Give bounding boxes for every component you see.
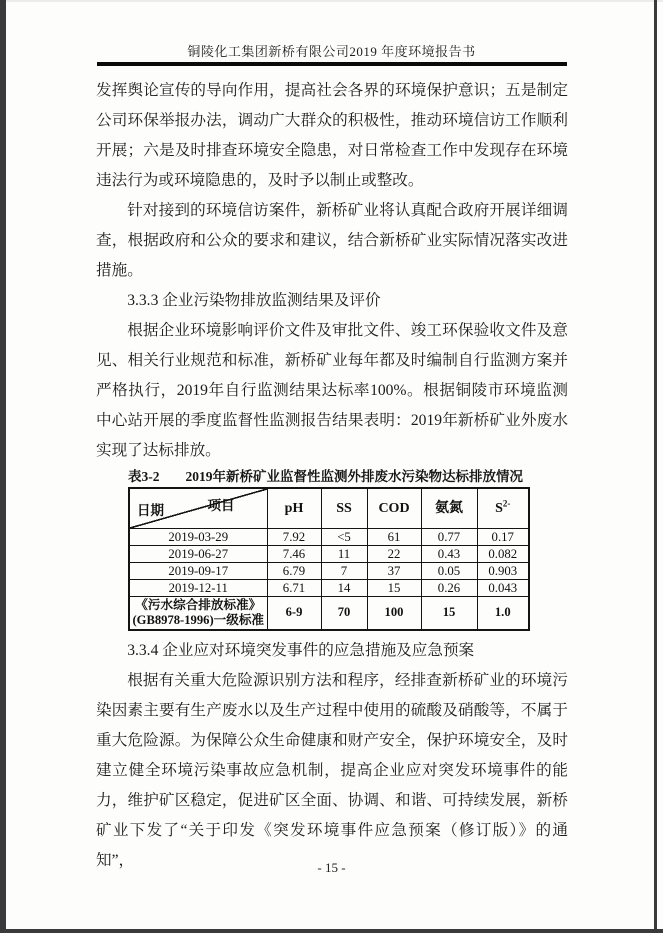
- value-cell: 15: [367, 579, 421, 596]
- value-cell: 0.26: [421, 579, 477, 596]
- table-row: [129, 545, 529, 562]
- value-cell: 22: [367, 545, 421, 562]
- value-cell: 0.082: [477, 545, 529, 562]
- paragraph-monitoring: 根据企业环境影响评价文件及审批文件、竣工环保验收文件及意见、相关行业规范和标准，新桥矿业每年都及时编制自行监测方案并严格执行，2019年自行监测结果达标率100%。根据铜陵市环境监测中心站开展的季度监督性监测报告结果表明：2019年新桥矿业外废水实现了达标排放。: [96, 322, 568, 459]
- corner-label-item: 项目: [207, 498, 235, 513]
- page-number: - 15 -: [317, 860, 346, 875]
- paragraph-continued: 发挥舆论宣传的导向作用，提高社会各界的环境保护意识；五是制定公司环保举报办法，调动广大群众的积极性，推动环境信访工作顺利开展；六是及时排查环境安全隐患，对日常检查工作中发现存在环境违法行为或环境隐患的，及时予以制止或整改。: [96, 82, 568, 189]
- value-cell: 0.43: [421, 545, 477, 562]
- standard-limit-row: [129, 596, 529, 630]
- value-cell: 100: [367, 596, 421, 630]
- value-cell: 7: [321, 562, 367, 579]
- date-cell: 2019-03-29: [129, 528, 267, 545]
- column-header-nh3n: 氨氮: [421, 488, 477, 528]
- column-header-sulfide: $S^{2-}$: [477, 488, 529, 528]
- table-header-row: [129, 488, 529, 528]
- section-heading-334: 3.3.4 企业应对环境突发事件的应急措施及应急预案: [127, 642, 475, 659]
- value-cell: 6.71: [267, 579, 321, 596]
- value-cell: 0.77: [421, 528, 477, 545]
- column-header-cod: COD: [367, 488, 421, 528]
- value-cell: 7.46: [267, 545, 321, 562]
- header-rule: [97, 62, 567, 66]
- scan-edge-left: [0, 0, 6, 933]
- table-caption-title: 2019年新桥矿业监督性监测外排废水污染物达标排放情况: [185, 469, 523, 484]
- corner-label-date: 日期: [137, 502, 164, 518]
- value-cell: 7.92: [267, 528, 321, 545]
- standard-label-cell: 《污水综合排放标准》 (GB8978-1996)一级标准: [129, 596, 267, 630]
- scan-edge-top: [0, 0, 663, 2]
- scan-edge-bottom: [0, 929, 663, 933]
- value-cell: 0.043: [477, 579, 529, 596]
- wastewater-monitoring-table: [128, 487, 530, 631]
- value-cell: 61: [367, 528, 421, 545]
- value-cell: 0.05: [421, 562, 477, 579]
- date-cell: 2019-09-17: [129, 562, 267, 579]
- column-header-ss: SS: [321, 488, 367, 528]
- date-cell: 2019-06-27: [129, 545, 267, 562]
- document-body: [96, 76, 568, 876]
- value-cell: 6.79: [267, 562, 321, 579]
- section-heading-333: 3.3.3 企业污染物排放监测结果及评价: [127, 292, 381, 309]
- table-caption-label: 表3-2: [128, 469, 160, 484]
- table-row: [129, 562, 529, 579]
- scan-edge-right: [654, 0, 657, 933]
- value-cell: 6-9: [267, 596, 321, 630]
- value-cell: 11: [321, 545, 367, 562]
- table-caption: [128, 468, 568, 486]
- value-cell: 0.17: [477, 528, 529, 545]
- column-header-ph: pH: [267, 488, 321, 528]
- value-cell: 70: [321, 596, 367, 630]
- value-cell: 0.903: [477, 562, 529, 579]
- table-row: [129, 528, 529, 545]
- value-cell: 15: [421, 596, 477, 630]
- table-row: [129, 579, 529, 596]
- table-corner-cell: [129, 488, 267, 528]
- document-header-title: 铜陵化工集团新桥有限公司2019 年度环境报告书: [187, 44, 476, 59]
- value-cell: <5: [321, 528, 367, 545]
- value-cell: 14: [321, 579, 367, 596]
- paragraph-petition: 针对接到的环境信访案件，新桥矿业将认真配合政府开展详细调查，根据政府和公众的要求和建议，结合新桥矿业实际情况落实改进措施。: [96, 202, 568, 279]
- value-cell: 1.0: [477, 596, 529, 630]
- date-cell: 2019-12-11: [129, 579, 267, 596]
- paragraph-emergency: 根据有关重大危险源识别方法和程序，经排查新桥矿业的环境污染因素主要有生产废水以及生产过程中使用的硫酸及硝酸等，不属于重大危险源。为保障公众生命健康和财产安全，保护环境安全，及时建立健全环境污染事故应急机制，提高企业应对突发环境事件的能力，维护矿区稳定，促进矿区全面、协调、和谐、可持续发展，新桥矿业下发了“关于印发《突发环境事件应急预案（修订版）》的通知”，: [96, 672, 568, 869]
- value-cell: 37: [367, 562, 421, 579]
